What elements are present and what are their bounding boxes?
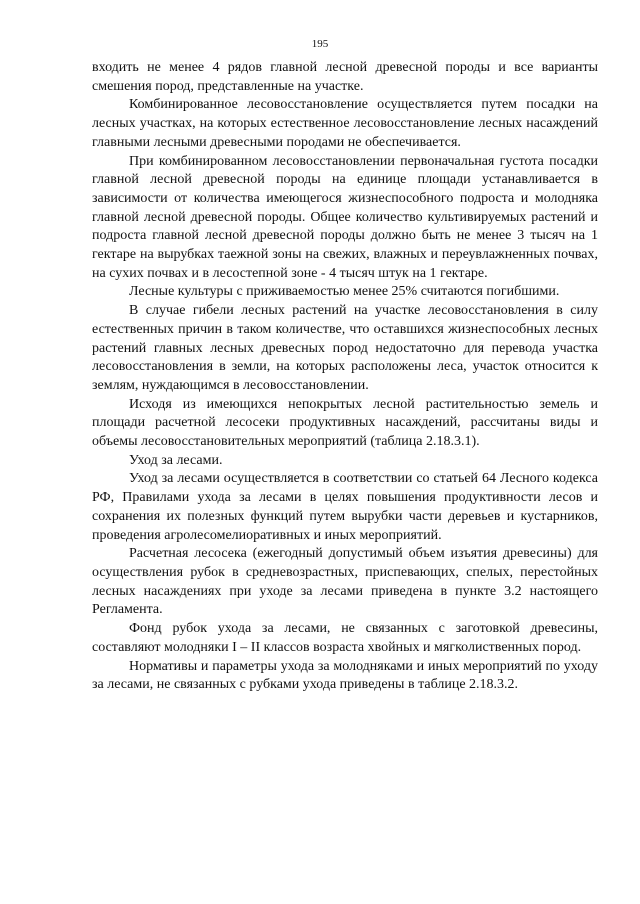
section-heading-forest-care: Уход за лесами. — [129, 452, 223, 468]
paragraph-care-standards: Нормативы и параметры ухода за молодняками и иных мероприятий по уходу за лесами, не связанных с рубками ухода приведены в таблице 2.18.3.2. — [92, 658, 598, 693]
body-text — [92, 59, 598, 695]
paragraph-reforestation-volumes: Исходя из имеющихся непокрытых лесной растительностью земель и площади расчетной лесосеки продуктивных насаждений, рассчитаны виды и объемы лесовосстановительных мероприятий (таблица 2.18.3.1). — [92, 396, 598, 450]
paragraph-planting-density: При комбинированном лесовосстановлении первоначальная густота посадки главной лесной древесной породы на единице площади устанавливается в зависимости от количества имеющегося жизнеспособного подроста и молодняка главной лесной древесной породы. Общее количество культивируемых растений и подроста главной лесной древесной породы должно быть не менее 3 тысяч на 1 гектаре на вырубках таежной зоны на свежих, влажных и переувлажненных почвах, на сухих почвах и в лесостепной зоне - 4 тысяч штук на 1 гектаре. — [92, 153, 598, 281]
page-number: 195 — [311, 38, 329, 50]
paragraph-plant-loss: В случае гибели лесных растений на участке лесовосстановления в силу естественных причин в таком количестве, что оставшихся жизнеспособных лесных растений главных лесных древесных пород недостаточно для перевода участка лесовосстановления в земли, на которых расположены леса, участок относится к землям, нуждающимся в лесовосстановлении. — [92, 303, 598, 393]
paragraph-forest-care-basis: Уход за лесами осуществляется в соответствии со статьей 64 Лесного кодекса РФ, Правилами ухода за лесами в целях повышения продуктивности лесов и сохранения их полезных функций путем вырубки части деревьев и кустарников, проведения агролесомелиоративных и иных мероприятий. — [92, 471, 598, 543]
paragraph-allowable-cut: Расчетная лесосека (ежегодный допустимый объем изъятия древесины) для осуществления рубок в средневозрастных, приспевающих, спелых, перестойных лесных насаждениях при уходе за лесами приведена в пункте 3.2 настоящего Регламента. — [92, 546, 598, 618]
paragraph-combined-reforestation: Комбинированное лесовосстановление осуществляется путем посадки на лесных участках, на которых естественное лесовосстановление лесных насаждений главными лесными древесными породами не обеспечивается. — [92, 97, 598, 150]
paragraph-survival-rate: Лесные культуры с приживаемостью менее 25% считаются погибшими. — [129, 284, 560, 300]
paragraph-continuation: входить не менее 4 рядов главной лесной древесной породы и все варианты смешения пород, представленные на участке. — [92, 60, 598, 94]
paragraph-thinning-fund: Фонд рубок ухода за лесами, не связанных с заготовкой древесины, составляют молодняки I – II классов возраста хвойных и мягколиственных пород. — [92, 621, 598, 655]
